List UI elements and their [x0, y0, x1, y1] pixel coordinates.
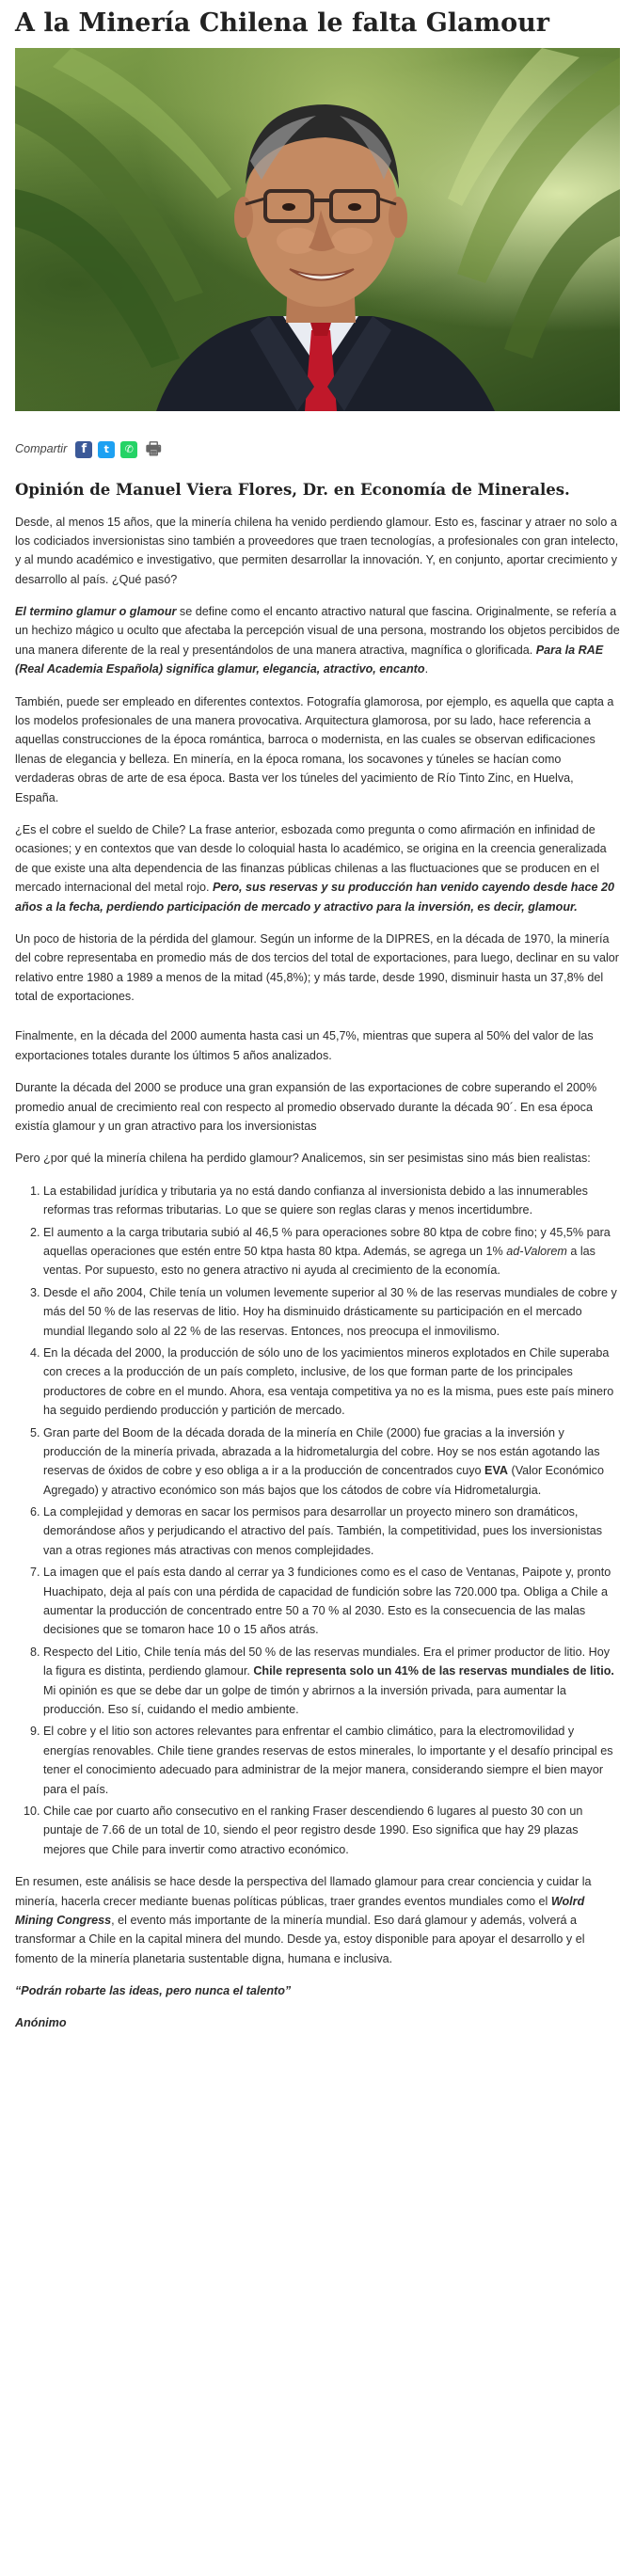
list-text: Respecto del Litio, Chile tenía más del 50 % de las reservas mundiales. Era el primer productor de litio. Hoy la figura es distinta, perdiendo glamour.: [43, 1645, 610, 1678]
list-item: 10. Chile cae por cuarto año consecutivo en el ranking Fraser descendiendo 6 lugares al puesto 30 con un puntaje de 7.66 de un total de 10, siendo el peor registro desde 1990. Eso significa que hay 29 plazas mejores que Chile para invertir como atractivo económico.: [43, 1802, 620, 1859]
paragraph: [15, 602, 620, 679]
share-bar: [15, 439, 620, 458]
list-text: (Valor Económico Agregado) y atractivo económico son más bajos que los cátodos de cobre vía Hidrometalurgia.: [43, 1464, 604, 1497]
paragraph: Desde, al menos 15 años, que la minería chilena ha venido perdiendo glamour. Esto es, fascinar y atraer no solo a los codiciados inversionistas sino también a proveedores que traen tecnologías, a profesionales con gran intelecto, y al mundo académico e investigativo, que permiten desarrollar la innovación. Y, en conjunto, aportar crecimiento y desarrollo al país. ¿Qué pasó?: [15, 515, 619, 586]
paragraph: [15, 1872, 620, 1968]
article-subtitle: Opinión de Manuel Viera Flores, Dr. en Economía de Minerales.: [15, 480, 570, 499]
paragraph: [15, 820, 620, 916]
paragraph-text: , el evento más importante de la minería mundial. Eso dará glamour y además, volverá a transformar a Chile en la capital minera del mundo. Desde ya, estoy disponible para apoyar el desarrollo y el fomento de la minería planetaria sustentable digna, humana e inclusiva.: [15, 1913, 585, 1965]
list-text: a las ventas. Por supuesto, esto no genera atractivo ni ayuda al crecimiento de la economía.: [43, 1245, 595, 1278]
paragraph: Un poco de historia de la pérdida del glamour. Según un informe de la DIPRES, en la década de 1970, la minería del cobre representaba en promedio más de dos tercios del total de exportaciones, para luego, declinar en su valor relativo entre 1980 a 1989 a menos de la mitad (45,8%); y más tarde, desde 1990, disminuir hasta un 37,8% del total de exportaciones.: [15, 931, 619, 1004]
reasons-list: [15, 1182, 620, 1859]
list-item: 9. El cobre y el litio son actores relevantes para enfrentar el cambio climático, para la electromovilidad y energías renovables. Chile tiene grandes reservas de estos minerales, lo importante y el desafío principal es tener el conocimiento adecuado para administrar de la mejor manera, considerando siempre el bien mayor para el país.: [43, 1722, 620, 1799]
page-title: A la Minería Chilena le falta Glamour: [15, 8, 549, 38]
twitter-icon[interactable]: t: [98, 441, 115, 458]
list-item: 4. En la década del 2000, la producción de sólo uno de los yacimientos mineros explotados en Chile superaba con creces a la producción de un país completo, inclusive, de los que forman parte de los principales productores de cobre en el mundo. Ahora, esa ventaja competitiva ya no es la misma, pues este país minero ha seguido perdiendo producción y partición de mercado.: [43, 1344, 620, 1421]
list-item: 1. La estabilidad jurídica y tributaria ya no está dando confianza al inversionista debido a las innumerables reformas tras reformas tributarias. Lo que se quiere son reglas claras y menos incertidumbre.: [43, 1182, 620, 1220]
paragraph-text: ¿Es el cobre el sueldo de Chile? La frase anterior, esbozada como pregunta o como afirmación en infinidad de ocasiones; y en contextos que van desde lo coloquial hasta lo académico, se origina en la creencia generalizada de que existe una alta dependencia de las finanzas públicas chilenas a las fluctuaciones que se producen en el mercado internacional del metal rojo.: [15, 822, 607, 895]
whatsapp-icon[interactable]: ✆: [120, 441, 137, 458]
list-item: 6. La complejidad y demoras en sacar los permisos para desarrollar un proyecto minero son dramáticos, demorándose años y perjudicando el atractivo del país. También, la competitividad, pues los inversionistas van a otras regiones más atractivas con menos complejidades.: [43, 1503, 620, 1560]
paragraph-text: .: [424, 662, 429, 676]
list-item: 7. La imagen que el país esta dando al cerrar ya 3 fundiciones como es el caso de Ventanas, Paipote y, pronto Huachipato, deja al país con una pérdida de capacidad de fundición sobre las 720.000 tpa. Obliga a Chile a aumentar la producción de concentrado entre 50 a 70 % al 2030. Esto es la consecuencia de las malas decisiones que se tomaron hace 10 o 15 años atrás.: [43, 1563, 620, 1640]
list-text: El aumento a la carga tributaria subió al 46,5 % para operaciones sobre 80 ktpa de cobre fino; y 45,5% para aquellas operaciones que estén entre 50 ktpa hasta 80 ktpa. Además, se agrega un 1%: [43, 1225, 611, 1258]
list-text: Gran parte del Boom de la década dorada de la minería en Chile (2000) fue gracias a la inversión y producción de la minería privada, abrazada a la hidrometalurgia del cobre. Hoy se nos están agotando las reservas de óxidos de cobre y eso obliga a ir a la producción de concentrados cuyo: [43, 1425, 600, 1478]
facebook-icon[interactable]: f: [75, 441, 92, 458]
article: [0, 8, 635, 2052]
list-item: [43, 1423, 620, 1501]
list-item: [43, 1223, 620, 1280]
paragraph: Finalmente, en la década del 2000 aumenta hasta casi un 45,7%, mientras que supera al 50% del valor de las exportaciones totales durante los últimos 5 años analizados.: [15, 1029, 594, 1062]
print-icon[interactable]: 🖶: [145, 438, 162, 459]
emphasis: EVA: [484, 1464, 509, 1478]
emphasis: Para la RAE (Real Academia Española) significa glamur, elegancia, atractivo, encanto: [15, 643, 604, 676]
emphasis: ad-Valorem: [506, 1245, 567, 1258]
paragraph: Pero ¿por qué la minería chilena ha perdido glamour? Analicemos, sin ser pesimistas sino más bien realistas:: [15, 1152, 591, 1166]
quote-author: Anónimo: [15, 2016, 67, 2030]
emphasis: Pero, sus reservas y su producción han venido cayendo desde hace 20 años a la fecha, perdiendo participación de mercado y atractivo para la inversión, es decir, glamour.: [15, 881, 614, 914]
list-item: [43, 1643, 620, 1720]
emphasis: Wolrd Mining Congress: [15, 1894, 585, 1927]
emphasis: Chile representa solo un 41% de las reservas mundiales de litio.: [253, 1664, 614, 1678]
paragraph: Durante la década del 2000 se produce una gran expansión de las exportaciones de cobre superando el 200% promedio anual de crecimiento real con respecto al promedio observado durante la década 90´. En esa época existía glamour y un gran atractivo para los inversionistas: [15, 1081, 597, 1134]
list-item: 3. Desde el año 2004, Chile tenía un volumen levemente superior al 30 % de las reservas mundiales de cobre y más del 50 % de las reservas de litio. Hoy ha disminuido drásticamente su participación en el mercado mundial llegando solo al 22 % de las reservas. Entonces, nos preocupa el inmovilismo.: [43, 1283, 620, 1341]
closing-quote: “Podrán robarte las ideas, pero nunca el talento”: [15, 1984, 292, 1998]
paragraph-text: se define como el encanto atractivo natural que fascina. Originalmente, se refería a un hechizo mágico u oculto que afectaba la percepción visual de una persona, mostrando los objetos percibidos de una manera diferente de la real y presentándolos de una manera atractiva, magnífica o glorificada.: [15, 605, 620, 657]
hero-image: [15, 48, 620, 411]
emphasis: El termino glamur o glamour: [15, 605, 177, 619]
portrait-illustration: [15, 48, 620, 411]
paragraph-text: En resumen, este análisis se hace desde la perspectiva del llamado glamour para crear conciencia y cuidar la minería, hacerla crecer mediante buenas políticas públicas, traer grandes eventos mundiales como el: [15, 1875, 592, 1908]
share-label: Compartir: [15, 442, 68, 456]
list-text: Mi opinión es que se debe dar un golpe de timón y abrirnos a la inversión privada, para aumentar la producción. Eso sí, cuidando el medio ambiente.: [43, 1683, 566, 1716]
paragraph: También, puede ser empleado en diferentes contextos. Fotografía glamorosa, por ejemplo, es aquella que capta a los modelos profesionales de una manera provocativa. Arquitectura glamorosa, por su lado, hace referencia a aquellas construcciones de la época romántica, barroca o modernista, en las cuales se observan edificaciones llenas de elegancia y belleza. En minería, en la época romana, los socavones y túneles se hacían como verdaderas obras de arte de esa época. Basta ver los túneles del yacimiento de Río Tinto Zinc, en Huelva, España.: [15, 694, 614, 804]
